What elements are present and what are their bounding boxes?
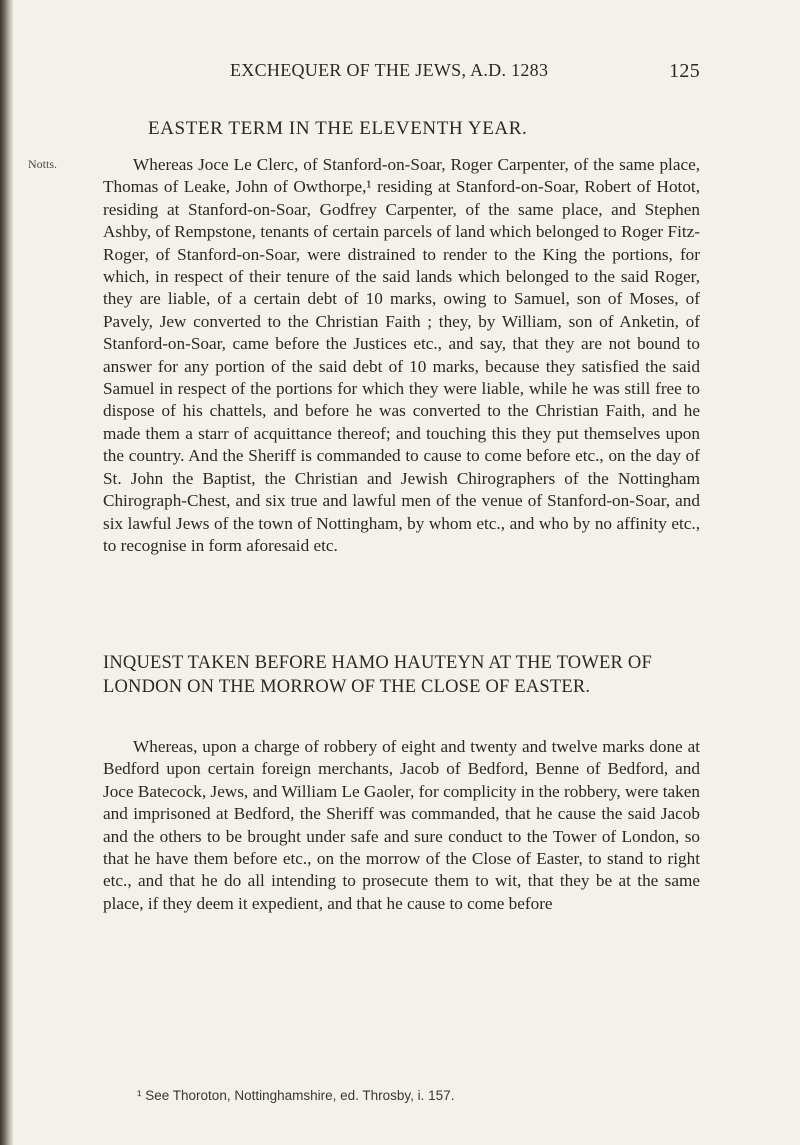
footnote-marker: ¹ [137, 1088, 142, 1103]
margin-note: Notts. [28, 157, 58, 171]
page-number: 125 [669, 60, 700, 82]
paragraph-1: Whereas Joce Le Clerc, of Stanford-on-Soar, Roger Carpenter, of the same place, Thomas of Leake, John of Owthorpe,¹ residing at Stanford-on-Soar, Robert of Hotot, residing at Stanford-on-Soar, Godfrey Carpenter, of the same place, and Stephen Ashby, of Rempstone, tenants of certain parcels of land which belonged to Roger Fitz-Roger, of Stanford-on-Soar, were distrained to render to the King the portions, for which, in respect of their tenure of the said lands which belonged to the said Roger, they are liable, of a certain debt of 10 marks, owing to Samuel, son of Moses, of Pavely, Jew converted to the Christian Faith ; they, by William, son of Anketin, of Stanford-on-Soar, came before the Justices etc., and say, that they are not bound to answer for any portion of the said debt of 10 marks, because they satisfied the said Samuel in respect of the portions for which they were liable, while he was still free to dispose of his chattels, and before he was converted to the Christian Faith, and he made them a starr of acquittance thereof; and touching this they put themselves upon the country. And the Sheriff is commanded to cause to come before etc., on the day of St. John the Baptist, the Christian and Jewish Chirographers of the Nottingham Chirograph-Chest, and six true and lawful men of the venue of Stanford-on-Soar, and six lawful Jews of the town of Nottingham, by whom etc., and who by no affinity etc., to recognise in form aforesaid etc. [103, 155, 700, 555]
running-head [230, 60, 700, 83]
paragraph-2: Whereas, upon a charge of robbery of eight and twenty and twelve marks done at Bedford upon certain foreign merchants, Jacob of Bedford, Benne of Bedford, and Joce Batecock, Jews, and William Le Gaoler, for complicity in the robbery, were taken and imprisoned at Bedford, the Sheriff was commanded, that he cause the said Jacob and the others to be brought under safe and sure conduct to the Tower of London, so that he have them before etc., on the morrow of the Close of Easter, to stand to right etc., and that he do all intending to prosecute them to wit, that they be at the same place, if they deem it expedient, and that he cause to come before [103, 737, 700, 913]
section-title: EASTER TERM IN THE ELEVENTH YEAR. [148, 118, 528, 139]
footnote [137, 1088, 454, 1103]
footnote-text: See Thoroton, Nottinghamshire, ed. Throsby, i. 157. [145, 1088, 455, 1103]
running-head-title: EXCHEQUER OF THE JEWS, A.D. 1283 [230, 60, 549, 80]
page-binding-edge [0, 0, 14, 1145]
inquest-heading: INQUEST TAKEN BEFORE HAMO HAUTEYN AT THE TOWER OF LONDON ON THE MORROW OF THE CLOSE OF EASTER. [103, 653, 652, 697]
